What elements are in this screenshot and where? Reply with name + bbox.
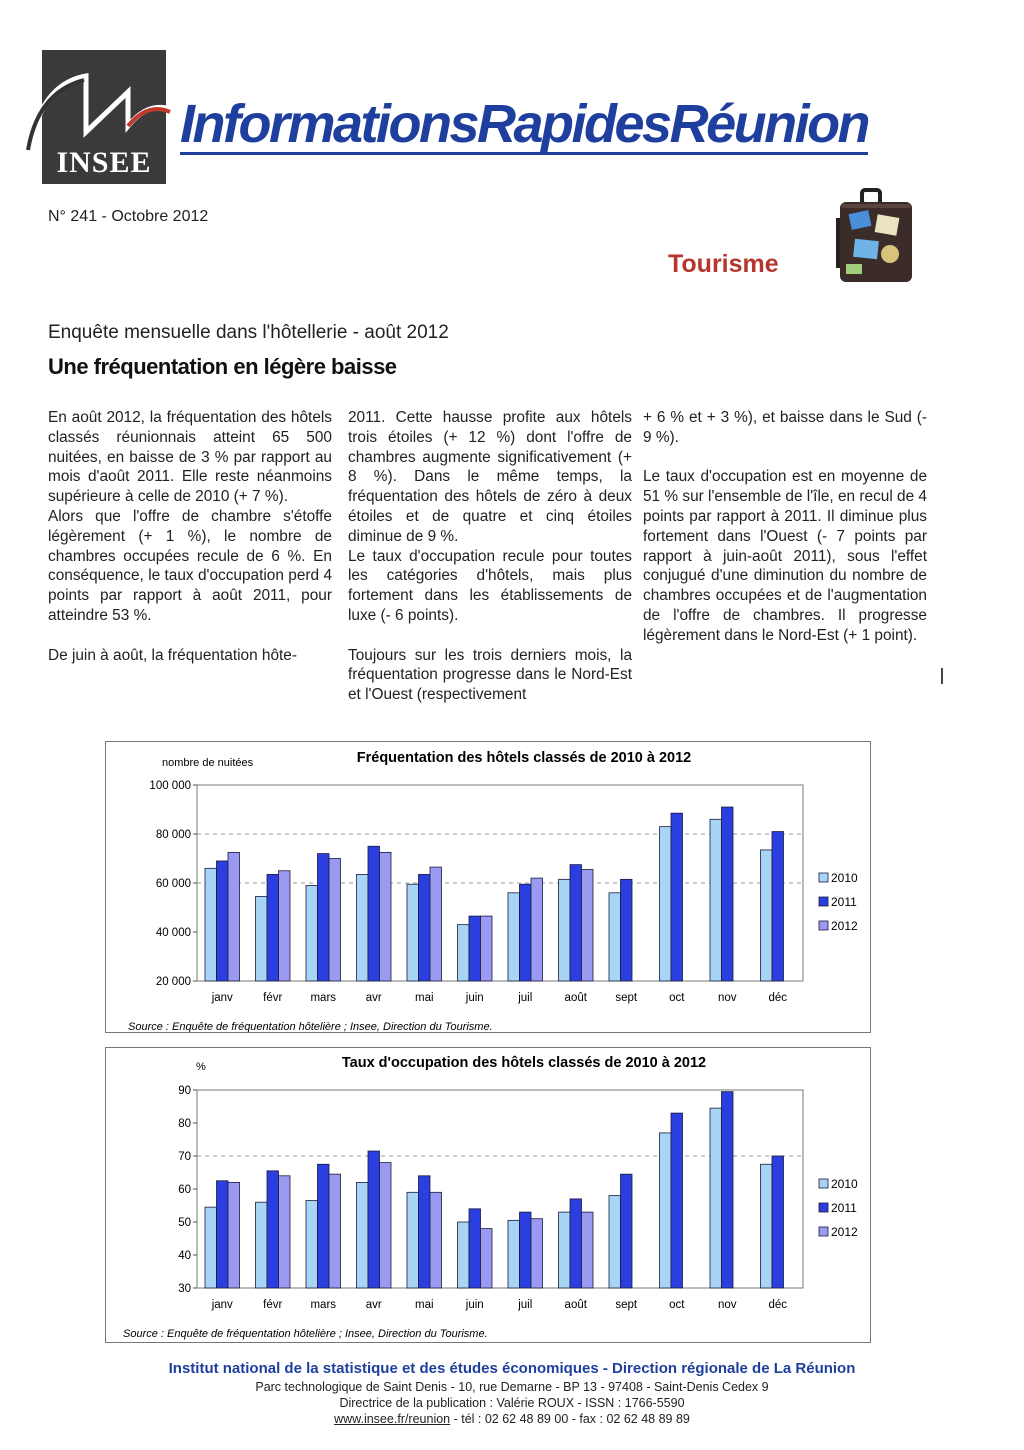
- bar-2012-août: [582, 1212, 594, 1288]
- x-tick-label: juil: [518, 1299, 533, 1311]
- logo-text: INSEE: [56, 146, 152, 179]
- x-tick-label: mai: [414, 1299, 434, 1311]
- legend-entry: 2011: [831, 895, 857, 909]
- bar-2010-févr: [256, 1202, 268, 1288]
- chart-title: Fréquentation des hôtels classés de 2010 à 2012: [356, 750, 692, 766]
- y-tick-label: 60 000: [155, 878, 191, 890]
- legend-swatch: [819, 873, 828, 882]
- bar-2011-juil: [520, 884, 532, 981]
- x-tick-label: mars: [310, 1299, 337, 1311]
- chart-occupation-svg: [106, 1048, 870, 1342]
- x-tick-label: juil: [518, 992, 533, 1004]
- paragraph: Le taux d'occupation recule pour toutes les catégories d'hôtels, mais plus fortement dans les établissements de luxe (- 6 points).: [348, 547, 632, 624]
- legend-swatch: [819, 1203, 828, 1212]
- bar-2010-août: [559, 1212, 571, 1288]
- bar-2011-avr: [368, 846, 380, 981]
- footer-address: Parc technologique de Saint Denis - 10, rue Demarne - BP 13 - 97408 - Saint-Denis Cedex 9: [255, 1380, 769, 1394]
- y-tick-label: 80: [178, 1118, 191, 1130]
- paragraph-continued: + 6 % et + 3 %), et baisse dans le Sud (- 9 %).: [643, 409, 927, 446]
- x-tick-label: févr: [263, 992, 283, 1004]
- x-tick-label: avr: [365, 992, 382, 1004]
- article-column-3: [643, 408, 927, 646]
- bar-2011-mai: [419, 874, 431, 981]
- paragraph: Toujours sur les trois derniers mois, la fréquentation progresse dans le Nord-Est et l'Ouest (respectivement: [348, 646, 632, 704]
- chart-title: Taux d'occupation des hôtels classés de 2010 à 2012: [341, 1055, 707, 1071]
- legend-entry: 2011: [831, 1201, 857, 1215]
- article-headline: Une fréquentation en légère baisse: [48, 354, 397, 379]
- y-tick-label: 50: [178, 1217, 191, 1229]
- x-tick-label: juin: [465, 992, 484, 1004]
- x-tick-label: déc: [768, 992, 788, 1004]
- bar-2011-déc: [772, 1156, 784, 1288]
- bar-2012-avr: [380, 852, 392, 981]
- bar-2012-juin: [481, 1229, 493, 1288]
- footer-url-link[interactable]: www.insee.fr/reunion: [334, 1412, 451, 1426]
- bar-2010-mars: [306, 1201, 318, 1288]
- bar-2011-août: [570, 865, 582, 981]
- bar-2011-nov: [722, 807, 734, 981]
- bar-2010-sept: [609, 893, 621, 981]
- bar-2010-déc: [761, 1164, 773, 1288]
- bar-2010-févr: [256, 896, 268, 981]
- y-axis-label: %: [196, 1061, 206, 1073]
- legend-entry: 2010: [831, 871, 858, 885]
- x-tick-label: janv: [211, 992, 233, 1004]
- bar-2012-janv: [228, 1182, 240, 1288]
- bar-2012-mars: [329, 859, 341, 982]
- masthead-title: InformationsRapidesRéunion: [180, 94, 869, 154]
- article-column-1: [48, 408, 332, 665]
- bar-2012-juil: [531, 1219, 543, 1288]
- bar-2010-déc: [761, 850, 773, 981]
- bar-2012-août: [582, 870, 594, 981]
- legend-swatch: [819, 1179, 828, 1188]
- y-axis-label: nombre de nuitées: [162, 757, 254, 769]
- bar-2011-avr: [368, 1151, 380, 1288]
- bar-2012-janv: [228, 852, 240, 981]
- margin-mark: [941, 668, 943, 684]
- bar-2012-juin: [481, 916, 493, 981]
- bar-2010-janv: [205, 868, 217, 981]
- bar-2012-mai: [430, 867, 442, 981]
- footer-contact: [0, 1412, 1024, 1426]
- issue-number: N° 241 - Octobre 2012: [48, 208, 209, 225]
- rubric-label: Tourisme: [668, 250, 779, 278]
- bar-2010-sept: [609, 1196, 621, 1288]
- x-tick-label: sept: [615, 1299, 638, 1311]
- bar-2010-janv: [205, 1207, 217, 1288]
- footer-director: Directrice de la publication : Valérie ROUX - ISSN : 1766-5590: [339, 1396, 685, 1410]
- bar-2010-août: [559, 879, 571, 981]
- paragraph-continued: 2011. Cette hausse profite aux hôtels trois étoiles (+ 12 %) dont l'offre de chambres augmente significativement (+ 8 %). Dans le même temps, la fréquentation des hôtels de zéro à deux étoiles et de quatre et cinq étoiles diminue de 9 %.: [348, 409, 632, 545]
- chart-frequentation: [105, 741, 871, 1033]
- bar-2010-mai: [407, 1192, 419, 1288]
- bar-2010-mai: [407, 884, 419, 981]
- x-tick-label: janv: [211, 1299, 233, 1311]
- bar-2012-mars: [329, 1174, 341, 1288]
- bar-2010-juil: [508, 893, 520, 981]
- paragraph: Le taux d'occupation est en moyenne de 51 % sur l'ensemble de l'île, en recul de 4 points par rapport à 2011. Il diminue plus fortement dans l'Ouest (- 7 points par rapport à juin-août 2011), sous l'effet conjugué d'une diminution du nombre de chambres occupées et de l'augmentation de l'offre de chambres. Il progresse légèrement dans le Nord-Est (+ 1 point).: [643, 468, 927, 644]
- bar-2011-juin: [469, 1209, 481, 1288]
- bar-2011-juin: [469, 916, 481, 981]
- bar-2010-nov: [710, 1108, 722, 1288]
- x-tick-label: févr: [263, 1299, 283, 1311]
- x-tick-label: mars: [310, 992, 337, 1004]
- bar-2011-mars: [318, 854, 330, 981]
- paragraph: De juin à août, la fréquentation hôte-: [48, 646, 297, 664]
- y-tick-label: 40 000: [155, 927, 191, 939]
- bar-2010-avr: [357, 1182, 369, 1288]
- bar-2011-févr: [267, 874, 279, 981]
- y-tick-label: 40: [178, 1250, 191, 1262]
- bar-2010-juil: [508, 1220, 520, 1288]
- bar-2010-avr: [357, 874, 369, 981]
- bar-2011-sept: [621, 879, 633, 981]
- x-tick-label: août: [564, 992, 587, 1004]
- x-tick-label: nov: [717, 1299, 737, 1311]
- x-tick-label: août: [564, 1299, 587, 1311]
- bar-2011-janv: [217, 1181, 229, 1288]
- bar-2012-avr: [380, 1163, 392, 1288]
- bar-2010-mars: [306, 885, 318, 981]
- legend-swatch: [819, 1227, 828, 1236]
- legend-swatch: [819, 897, 828, 906]
- x-tick-label: juin: [465, 1299, 484, 1311]
- y-tick-label: 100 000: [149, 780, 191, 792]
- bar-2010-juin: [458, 925, 470, 981]
- x-tick-label: oct: [669, 992, 685, 1004]
- y-tick-label: 60: [178, 1184, 191, 1196]
- paragraph: Alors que l'offre de chambre s'étoffe légèrement (+ 1 %), le nombre de chambres occupées recule de 6 %. En conséquence, le taux d'occupation perd 4 points par rapport à août 2011, pour atteindre 53 %.: [48, 507, 332, 624]
- bar-2012-févr: [279, 1176, 291, 1288]
- bar-2011-oct: [671, 1113, 683, 1288]
- bar-2012-juil: [531, 878, 543, 981]
- suitcase-icon: [832, 188, 918, 288]
- chart-source: Source : Enquête de fréquentation hôtelière ; Insee, Direction du Tourisme.: [128, 1021, 493, 1032]
- article-column-2: [348, 408, 632, 705]
- legend-entry: 2012: [831, 1225, 858, 1239]
- y-tick-label: 80 000: [155, 829, 191, 841]
- footer-phone-fax: - tél : 02 62 48 89 00 - fax : 02 62 48 89 89: [450, 1412, 690, 1426]
- paragraph: En août 2012, la fréquentation des hôtels classés réunionnais atteint 65 500 nuitées, en baisse de 3 % par rapport au mois d'août 2011. Elle reste néanmoins supérieure à celle de 2010 (+ 7 %).: [48, 409, 332, 506]
- bar-2011-sept: [621, 1174, 633, 1288]
- x-tick-label: déc: [768, 1299, 788, 1311]
- x-tick-label: mai: [414, 992, 434, 1004]
- bar-2011-oct: [671, 813, 683, 981]
- article-kicker: Enquête mensuelle dans l'hôtellerie - août 2012: [48, 322, 449, 343]
- bar-2010-juin: [458, 1222, 470, 1288]
- bar-2010-nov: [710, 819, 722, 981]
- footer-institute: Institut national de la statistique et des études économiques - Direction régionale de La Réunion: [168, 1360, 856, 1377]
- chart-frequentation-svg: [106, 742, 870, 1032]
- x-tick-label: avr: [365, 1299, 382, 1311]
- bar-2011-mai: [419, 1176, 431, 1288]
- bar-2011-août: [570, 1199, 582, 1288]
- bar-2011-févr: [267, 1171, 279, 1288]
- y-tick-label: 20 000: [155, 976, 191, 988]
- chart-source: Source : Enquête de fréquentation hôtelière ; Insee, Direction du Tourisme.: [123, 1328, 488, 1340]
- legend-swatch: [819, 921, 828, 930]
- bar-2010-oct: [660, 827, 672, 981]
- bar-2010-oct: [660, 1133, 672, 1288]
- bar-2011-déc: [772, 832, 784, 981]
- bar-2011-janv: [217, 861, 229, 981]
- chart-occupation: [105, 1047, 871, 1343]
- x-tick-label: sept: [615, 992, 638, 1004]
- y-tick-label: 30: [178, 1283, 191, 1295]
- x-tick-label: oct: [669, 1299, 685, 1311]
- bar-2011-mars: [318, 1164, 330, 1288]
- bar-2011-juil: [520, 1212, 532, 1288]
- y-tick-label: 90: [178, 1085, 191, 1097]
- y-tick-label: 70: [178, 1151, 191, 1163]
- bar-2011-nov: [722, 1092, 734, 1288]
- bar-2012-mai: [430, 1192, 442, 1288]
- legend-entry: 2012: [831, 919, 858, 933]
- bar-2012-févr: [279, 871, 291, 981]
- legend-entry: 2010: [831, 1177, 858, 1191]
- x-tick-label: nov: [717, 992, 737, 1004]
